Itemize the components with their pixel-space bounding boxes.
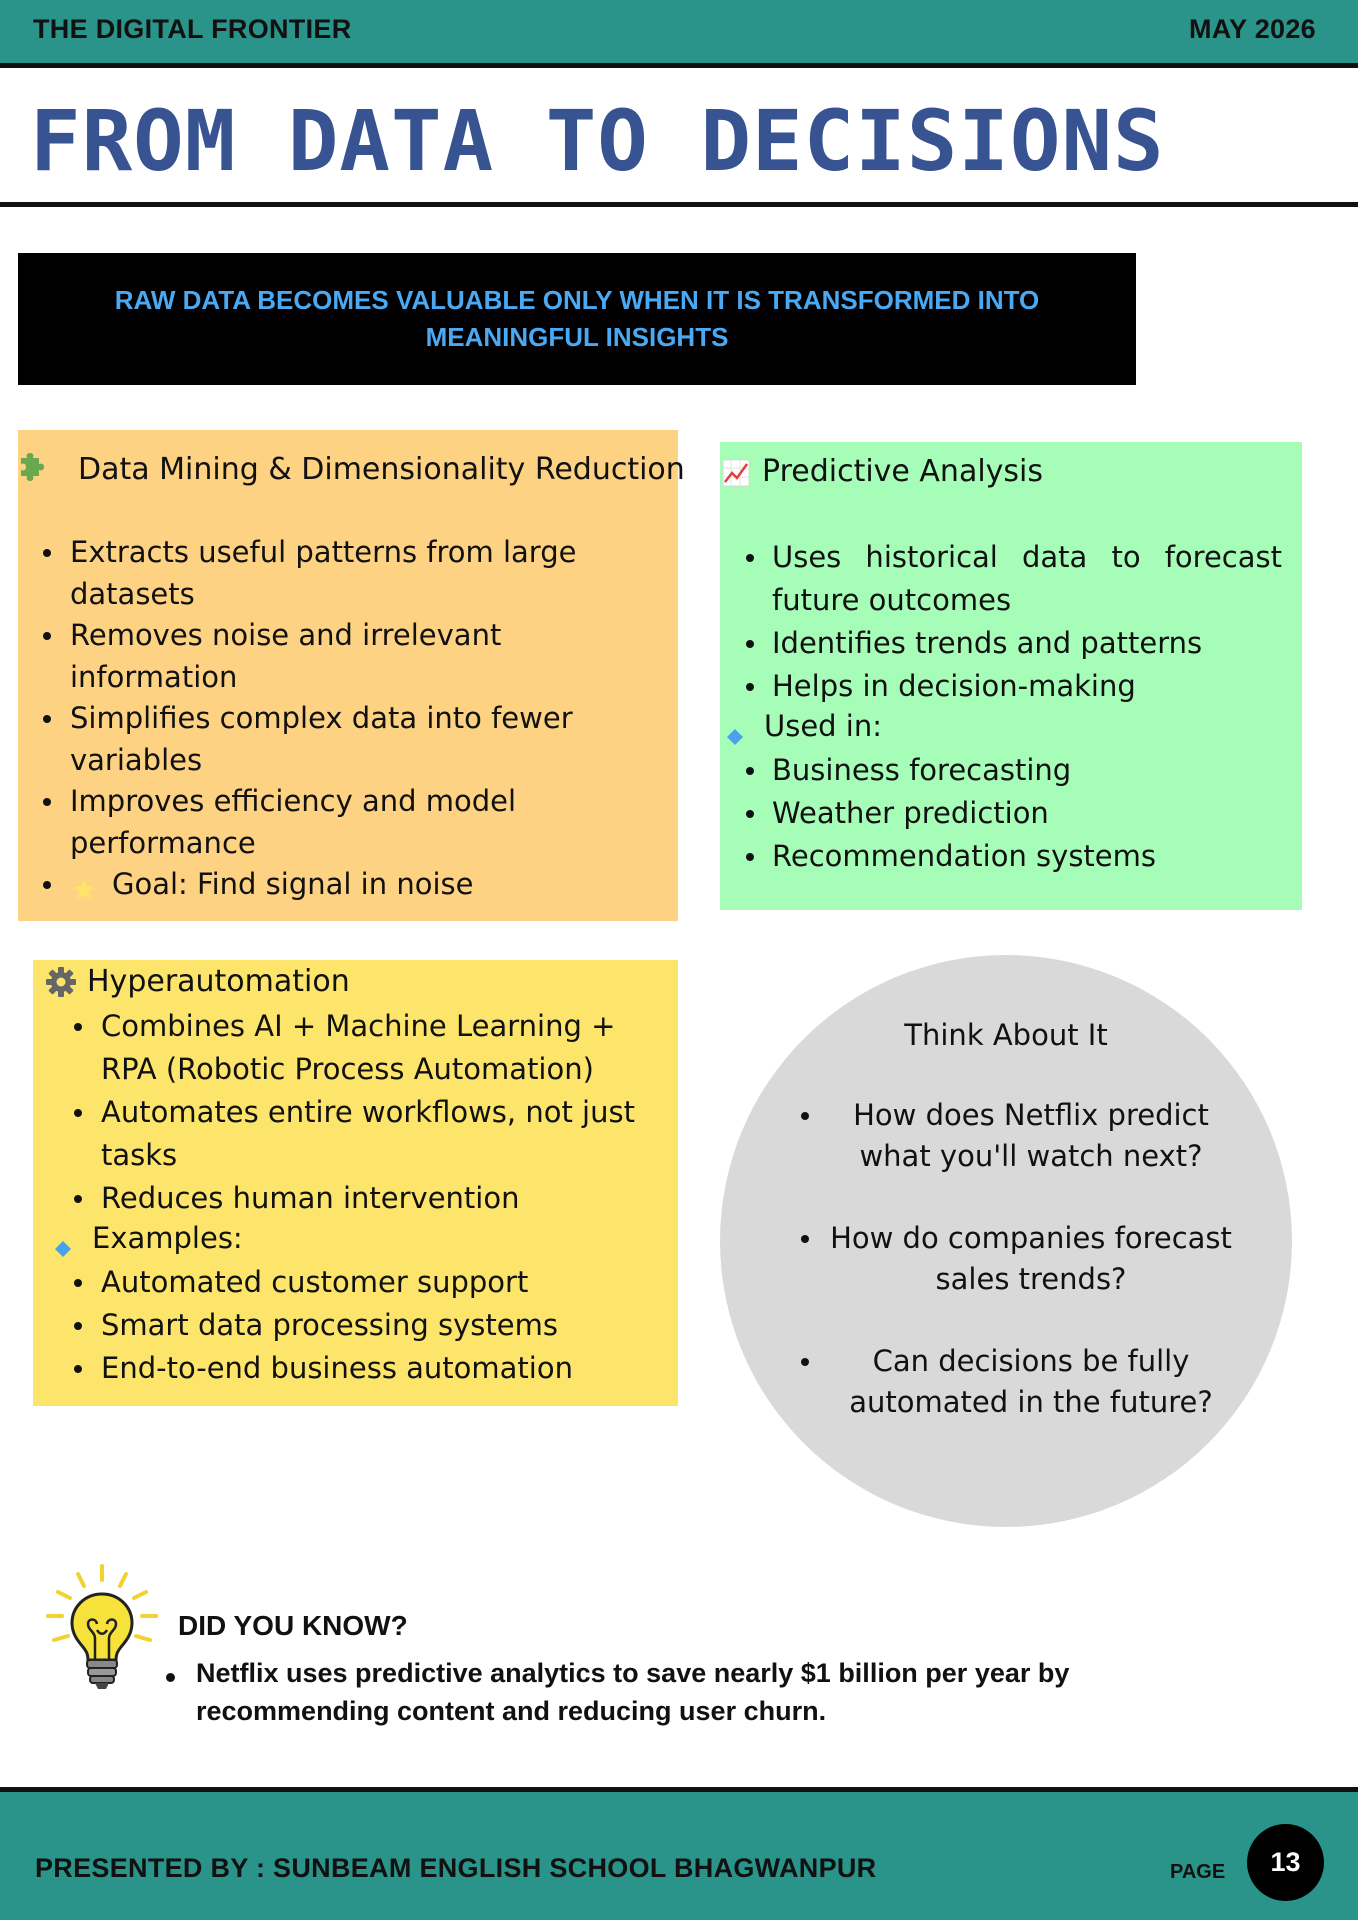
bullet-dot	[801, 1112, 809, 1120]
list-item: Business forecasting	[772, 749, 1282, 792]
top-header-bar	[0, 0, 1358, 63]
hyperautomation-heading	[45, 962, 350, 1002]
list-item: Improves efficiency and model performance	[70, 781, 610, 864]
publication-name: THE DIGITAL FRONTIER	[33, 14, 352, 44]
data-mining-list	[70, 532, 610, 906]
think-about-it-title: Think About It	[904, 1018, 1108, 1052]
list-item: Combines AI + Machine Learning + RPA (Robotic Process Automation)	[101, 1005, 661, 1091]
header-divider	[0, 63, 1358, 68]
list-item: Uses historical data to forecast future outcomes	[772, 536, 1282, 622]
data-mining-title: Data Mining & Dimensionality Reduction	[78, 452, 685, 487]
hyperautomation-list	[101, 1005, 661, 1220]
bullet-dot	[166, 1673, 175, 1682]
list-item: Smart data processing systems	[101, 1304, 661, 1347]
think-question: How do companies forecast sales trends?	[830, 1221, 1232, 1296]
list-item: Identifies trends and patterns	[772, 622, 1282, 665]
page-title: FROM DATA TO DECISIONS	[30, 92, 1165, 190]
page-label: PAGE	[1170, 1861, 1226, 1883]
bullet-dot	[801, 1235, 809, 1243]
think-question: How does Netflix predict what you'll watch next?	[853, 1098, 1209, 1173]
blue-diamond-icon	[726, 717, 744, 735]
title-divider	[0, 202, 1358, 207]
list-item: Helps in decision-making	[772, 665, 1282, 708]
used-in-heading	[726, 706, 882, 746]
lightbulb-icon	[40, 1560, 165, 1700]
presented-by: PRESENTED BY : SUNBEAM ENGLISH SCHOOL BHAGWANPUR	[35, 1853, 877, 1883]
list-item: End-to-end business automation	[101, 1347, 661, 1390]
list-item-goal	[70, 864, 610, 906]
list-item: Removes noise and irrelevant information	[70, 615, 610, 698]
list-item: Automated customer support	[101, 1261, 661, 1304]
goal-text: Goal: Find signal in noise	[112, 867, 474, 901]
examples-list	[101, 1261, 661, 1390]
page-number-badge: 13	[1247, 1824, 1324, 1901]
did-you-know-title: DID YOU KNOW?	[178, 1610, 408, 1641]
list-item: Recommendation systems	[772, 835, 1282, 878]
used-in-list	[772, 749, 1282, 878]
banner-text: RAW DATA BECOMES VALUABLE ONLY WHEN IT IS TRANSFORMED INTO MEANINGFUL INSIGHTS	[114, 285, 1040, 352]
examples-label: Examples:	[92, 1221, 243, 1255]
list-item: Simplifies complex data into fewer variables	[70, 698, 610, 781]
used-in-label: Used in:	[764, 709, 883, 743]
gear-icon	[45, 966, 77, 998]
chart-increasing-icon	[722, 458, 750, 486]
issue-date: MAY 2026	[1189, 14, 1316, 44]
list-item: Reduces human intervention	[101, 1177, 661, 1220]
predictive-list	[772, 536, 1282, 708]
list-item: Weather prediction	[772, 792, 1282, 835]
predictive-heading	[0, 452, 1043, 492]
star-icon	[72, 872, 96, 896]
blue-diamond-icon	[54, 1229, 72, 1247]
examples-heading	[54, 1218, 243, 1258]
predictive-title: Predictive Analysis	[762, 454, 1044, 489]
bullet-dot	[801, 1358, 809, 1366]
did-you-know-text: Netflix uses predictive analytics to save nearly $1 billion per year by recommending content and reducing user churn.	[196, 1658, 1070, 1726]
hyperautomation-title: Hyperautomation	[87, 964, 350, 999]
list-item: Automates entire workflows, not just tasks	[101, 1091, 661, 1177]
key-message-banner	[18, 253, 1136, 385]
list-item: Extracts useful patterns from large datasets	[70, 532, 610, 615]
think-question: Can decisions be fully automated in the future?	[849, 1344, 1213, 1419]
